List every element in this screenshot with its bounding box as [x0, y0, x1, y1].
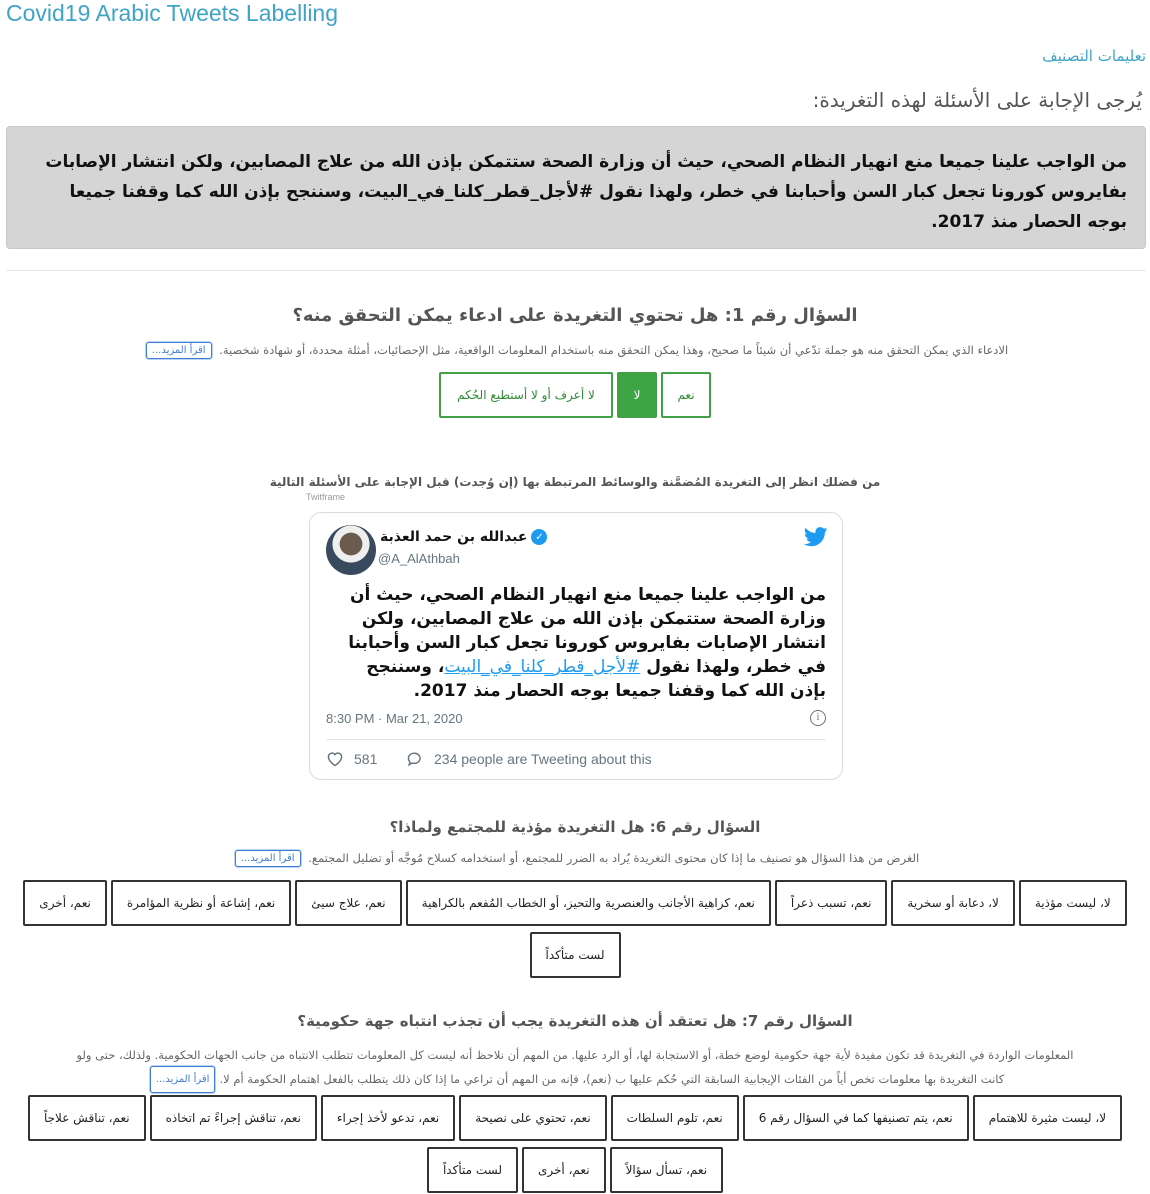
q6-option-bad-cure[interactable]: نعم، علاج سيئ — [295, 880, 401, 926]
q7-option-classified-q6[interactable]: نعم، يتم تصنيفها كما في السؤال رقم 6 — [743, 1095, 969, 1141]
q6-option-not-sure[interactable]: لست متأكداً — [530, 932, 621, 978]
q6-option-joke-sarcasm[interactable]: لا، دعابة أو سخرية — [891, 880, 1014, 926]
q1-title: السؤال رقم 1: هل تحتوي التغريدة على ادعاء يمكن التحقق منه؟ — [292, 305, 858, 326]
q6-description — [90, 850, 1060, 867]
q7-option-other[interactable]: نعم، أخرى — [522, 1147, 606, 1193]
twitframe-label: Twitframe — [306, 492, 346, 502]
q7-option-blames-authorities[interactable]: نعم، تلوم السلطات — [611, 1095, 739, 1141]
q7-description-line2: كانت التغريدة بها معلومات تخص أياً من الفئات الإيجابية السابقة التي حُكم عليها ب (نعم)، فإنه من المهم أن تراعي ما إذا كان ذلك يتطلب بالفعل اهتمام الحكومة أم لا. — [219, 1072, 1005, 1086]
q6-option-rumor[interactable]: نعم، إشاعة أو نظرية المؤامرة — [111, 880, 291, 926]
reply-count-text: 234 people are Tweeting about this — [434, 751, 652, 767]
info-icon[interactable]: i — [810, 710, 826, 726]
q1-read-more-button[interactable]: اقرأ المزيد... — [146, 342, 212, 359]
tweet-text-box: من الواجب علينا جميعا منع انهيار النظام الصحي، حيث أن وزارة الصحة ستتمكن بإذن الله من علاج المصابين، ولكن انتشار الإصابات بفايروس كورونا تجعل كبار السن وأحبابنا في خطر، ولهذا نقول #لأجل_قطر_كلنا_في_البيت، وسننجح بإذن الله كما وقفنا جميعا بوجه الحصار منذ 2017. — [6, 126, 1146, 249]
hashtag-link[interactable]: #لأجل_قطر_كلنا_في_البيت — [444, 657, 641, 677]
embedded-tweet-text — [336, 583, 826, 703]
like-action[interactable] — [326, 751, 377, 767]
q1-option-yes[interactable]: نعم — [661, 372, 711, 418]
q7-option-discusses-cure[interactable]: نعم، تناقش علاجاً — [28, 1095, 146, 1141]
app-title: Covid19 Arabic Tweets Labelling — [6, 0, 339, 26]
q7-option-not-interesting[interactable]: لا، ليست مثيرة للاهتمام — [973, 1095, 1122, 1141]
author-handle[interactable]: @A_AlAthbah — [378, 551, 460, 566]
q6-option-other[interactable]: نعم، أخرى — [23, 880, 107, 926]
tweet-text-part2: ، وسننجح بإذن الله كما وقفنا جميعا بوجه الحصار منذ 2017. — [366, 657, 826, 701]
q7-title: السؤال رقم 7: هل تعتقد أن هذه التغريدة يجب أن تجذب انتباه جهة حكومية؟ — [297, 1012, 853, 1030]
reply-action[interactable] — [406, 751, 652, 767]
q7-read-more-button[interactable]: اقرأ المزيد... — [150, 1066, 216, 1093]
like-count: 581 — [354, 751, 378, 767]
q6-description-text: الغرض من هذا السؤال هو تصنيف ما إذا كان محتوى التغريدة يُراد به الضرر للمجتمع، أو استخدامه كسلاح مُوجَّه أو تضليل المجتمع. — [308, 851, 920, 865]
author-name: عبدالله بن حمد العذبة — [380, 529, 528, 545]
embedded-tweet-card[interactable] — [309, 512, 843, 780]
q7-description-line1: المعلومات الواردة في التغريدة قد تكون مفيدة لأية جهة حكومية لوضع خطة، أو الاستجابة لها، أو الرد عليها. من المهم أن نلاحظ أنه ليست كل المعلومات تتطلب الانتباه من جانب الجهات الحكومية. ولذلك، حتى ولو — [76, 1048, 1074, 1062]
q7-option-contains-advice[interactable]: نعم، تحتوي على نصيحة — [459, 1095, 606, 1141]
q6-options — [0, 880, 1150, 984]
question-prompt: يُرجى الإجابة على الأسئلة لهذه التغريدة: — [812, 88, 1142, 112]
divider — [6, 270, 1146, 271]
author-name-row[interactable] — [380, 529, 547, 545]
q6-read-more-button[interactable]: اقرأ المزيد... — [235, 850, 301, 867]
speech-bubble-icon — [406, 751, 424, 767]
author-avatar[interactable] — [326, 525, 376, 575]
q7-option-asks-question[interactable]: نعم، تسأل سؤالاً — [610, 1147, 723, 1193]
tweet-text-part1: من الواجب علينا جميعا منع انهيار النظام الصحي، حيث أن وزارة الصحة ستتمكن بإذن الله من علاج المصابين، ولكن انتشار الإصابات بفايروس كورونا تجعل كبار السن وأحبابنا في خطر، ولهذا نقول — [348, 585, 826, 677]
embed-note: من فضلك انظر إلى التغريدة المُضمَّنة والوسائط المرتبطة بها (إن وُجدت) قبل الإجابة على الأسئلة التالية — [269, 475, 881, 489]
tweet-divider — [326, 739, 826, 740]
q7-options — [0, 1095, 1150, 1194]
q6-title: السؤال رقم 6: هل التغريدة مؤذية للمجتمع ولماذا؟ — [389, 818, 761, 836]
q1-description — [90, 342, 1060, 359]
q6-option-panic[interactable]: نعم، تسبب ذعراً — [775, 880, 888, 926]
q7-option-not-sure[interactable]: لست متأكداً — [427, 1147, 518, 1193]
q6-option-not-harmful[interactable]: لا، ليست مؤذية — [1019, 880, 1127, 926]
tweet-timestamp[interactable]: 8:30 PM · Mar 21, 2020 — [326, 711, 463, 726]
q7-description — [20, 1045, 1130, 1093]
q7-description-line2-row — [20, 1066, 1130, 1093]
q1-option-dont-know[interactable]: لا أعرف أو لا أستطيع الحُكم — [439, 372, 613, 418]
twitter-bird-icon[interactable] — [804, 527, 828, 547]
q1-option-no[interactable]: لا — [617, 372, 657, 418]
heart-icon — [326, 751, 344, 767]
q1-description-text: الادعاء الذي يمكن التحقق منه هو جملة تدّعي أن شيئاً ما صحيح، وهذا يمكن التحقق منه باستخدام المعلومات الواقعية، مثل الإحصائيات، أمثلة محددة، أو شهادة شخصية. — [219, 343, 1009, 357]
verified-badge-icon: ✓ — [531, 529, 547, 545]
instructions-link[interactable]: تعليمات التصنيف — [1042, 47, 1146, 65]
q7-option-discusses-action-taken[interactable]: نعم، تناقش إجراءً تم اتخاذه — [150, 1095, 317, 1141]
q6-option-xenophobia[interactable]: نعم، كراهية الأجانب والعنصرية والتحيز، أو الخطاب المُفعم بالكراهية — [406, 880, 771, 926]
q7-option-calls-for-action[interactable]: نعم، تدعو لأخذ إجراء — [321, 1095, 455, 1141]
q1-options — [0, 372, 1150, 424]
